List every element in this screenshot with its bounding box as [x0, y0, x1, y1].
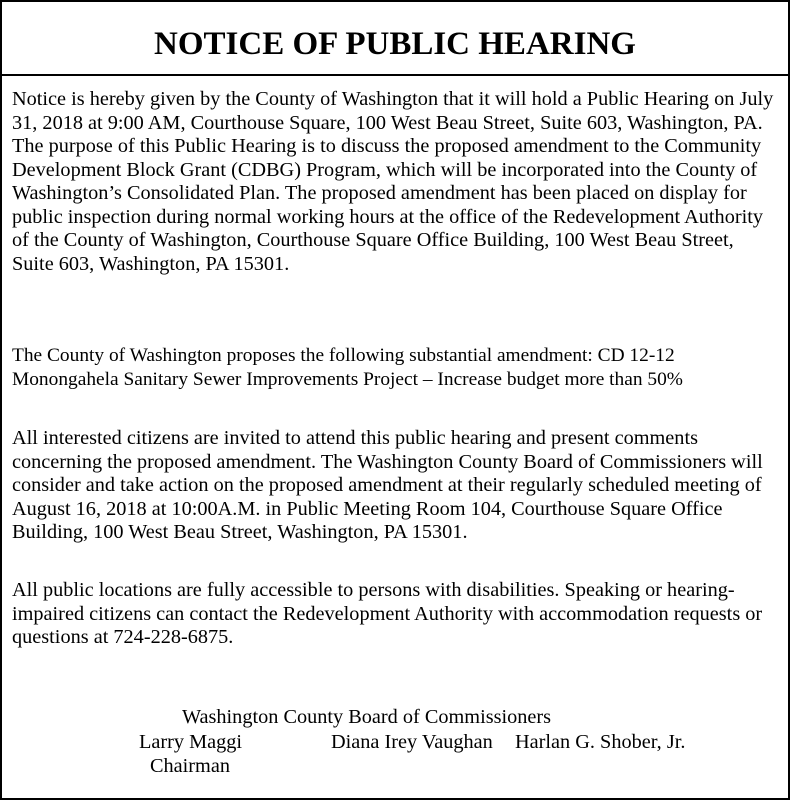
signature-name-harlan-shober: Harlan G. Shober, Jr.: [515, 731, 686, 753]
accessibility-paragraph: All public locations are fully accessible to persons with disabilities. Speaking or hearing-impaired citizens can contact the Redevelopment Authority with accommodation requests or questions at 724-228-6875.: [12, 579, 763, 648]
signature-board-name: Washington County Board of Commissioners: [182, 706, 552, 728]
signature-chairman-title: Chairman: [150, 755, 230, 777]
amendment-paragraph: The County of Washington proposes the following substantial amendment: CD 12-12 Monongahela Sanitary Sewer Improvements Project – Increase budget more than 50%: [12, 345, 683, 390]
signature-name-larry-maggi: Larry Maggi: [139, 731, 243, 753]
notice-title: NOTICE OF PUBLIC HEARING: [154, 26, 636, 62]
title-divider: [2, 74, 788, 76]
signature-name-diana-irey-vaughan: Diana Irey Vaughan: [331, 731, 493, 753]
citizens-invitation-paragraph: All interested citizens are invited to attend this public hearing and present comments concerning the proposed amendment. The Washington County Board of Commissioners will consider and take action on the proposed amendment at their regularly scheduled meeting of August 16, 2018 at 10:00A.M. in Public Meeting Room 104, Courthouse Square Office Building, 100 West Beau Street, Washington, PA 15301.: [12, 427, 763, 543]
hearing-details-paragraph: Notice is hereby given by the County of Washington that it will hold a Public Hearing on July 31, 2018 at 9:00 AM, Courthouse Square, 100 West Beau Street, Suite 603, Washington, PA. The purpose of this Public Hearing is to discuss the proposed amendment to the Community Development Block Grant (CDBG) Program, which will be incorporated into the County of Washington’s Consolidated Plan. The proposed amendment has been placed on display for public inspection during normal working hours at the office of the Redevelopment Authority of the County of Washington, Courthouse Square Office Building, 100 West Beau Street, Suite 603, Washington, PA 15301.: [12, 88, 774, 275]
